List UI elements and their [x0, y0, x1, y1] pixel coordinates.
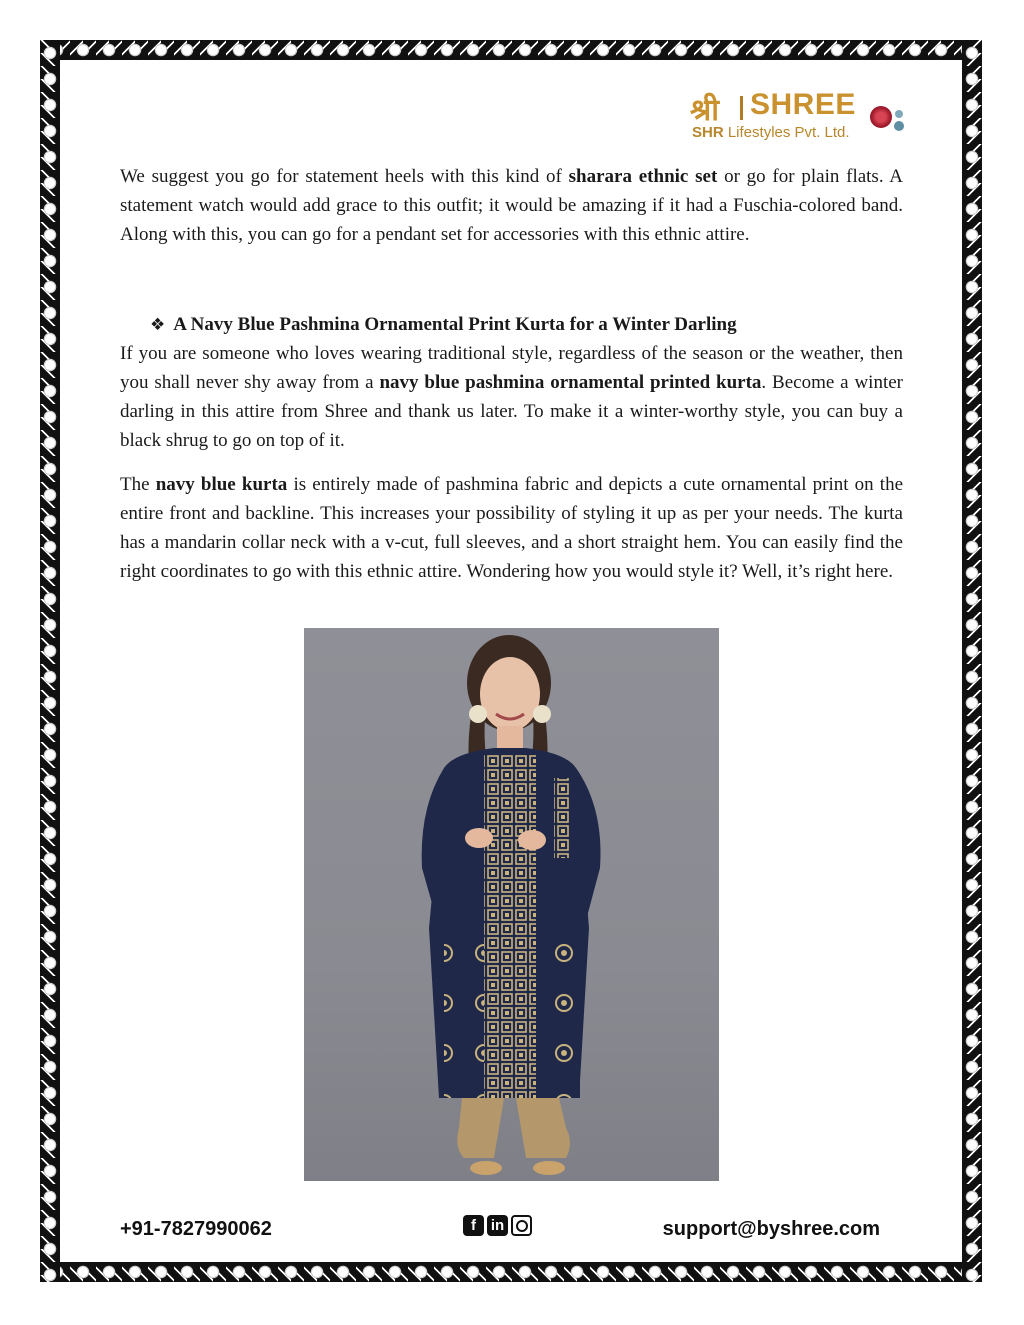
paragraph-kurta-intro	[120, 339, 903, 455]
link-sharara-ethnic-set[interactable]: sharara ethnic set	[568, 166, 718, 187]
linkedin-icon[interactable]: in	[487, 1215, 508, 1236]
logo-company-rest: Lifestyles Pvt. Ltd.	[723, 124, 850, 141]
text-run: We suggest you go for statement heels with this kind of	[120, 166, 569, 187]
product-photo	[304, 628, 719, 1181]
footer	[120, 1215, 880, 1247]
paragraph-kurta-details	[120, 470, 903, 586]
instagram-icon[interactable]	[511, 1215, 532, 1236]
logo-company-prefix: SHR	[692, 124, 724, 141]
facebook-icon[interactable]: f	[463, 1215, 484, 1236]
link-navy-blue-pashmina-kurta[interactable]: navy blue pashmina ornamental printed kurta	[379, 372, 762, 393]
link-navy-blue-kurta[interactable]: navy blue kurta	[155, 474, 288, 495]
decorative-border-top	[44, 40, 980, 60]
logo-brand: SHREE	[750, 88, 856, 121]
support-email[interactable]: support@byshree.com	[662, 1218, 880, 1240]
flower-icon	[870, 106, 892, 128]
diamond-bullet-icon: ❖	[150, 315, 166, 335]
decorative-border-right	[962, 40, 982, 1282]
model-illustration	[304, 628, 719, 1181]
phone-number[interactable]: +91-7827990062	[120, 1218, 272, 1240]
logo-separator	[740, 96, 743, 120]
decorative-border-left	[40, 40, 60, 1282]
logo-devanagari: श्री	[690, 93, 720, 128]
shree-logo	[690, 88, 915, 148]
text-run: If you are someone who loves wearing traditional style, regardless of the season or the weather, then you shall never shy away from a	[120, 343, 903, 393]
text-run: or go for plain flats. A statement watch would add grace to this outfit; it would be amazing if it had a Fuschia-colored band. Along with this, you can go for a pendant set for accessories with this ethnic attire.	[120, 166, 904, 245]
text-run: . Become a winter darling in this attire from Shree and thank us later. To make it a winter-worthy style, you can buy a black shrug to go on top of it.	[120, 372, 903, 451]
text-run: The	[120, 474, 156, 495]
social-links	[463, 1215, 532, 1236]
text-run: is entirely made of pashmina fabric and depicts a cute ornamental print on the entire front and backline. This increases your possibility of styling it up as per your needs. The kurta has a mandarin collar neck with a v-cut, full sleeves, and a short straight hem. You can easily find the right coordinates to go with this ethnic attire. Wondering how you would style it? Well, it’s right here.	[120, 474, 903, 582]
section-heading-text: A Navy Blue Pashmina Ornamental Print Kurta for a Winter Darling	[173, 314, 737, 335]
section-heading	[150, 310, 737, 340]
dot-icon	[894, 121, 904, 131]
decorative-border-bottom	[44, 1262, 980, 1282]
paragraph-styling-tips	[120, 162, 903, 249]
logo-company-name	[692, 124, 850, 141]
dot-icon	[895, 110, 903, 118]
